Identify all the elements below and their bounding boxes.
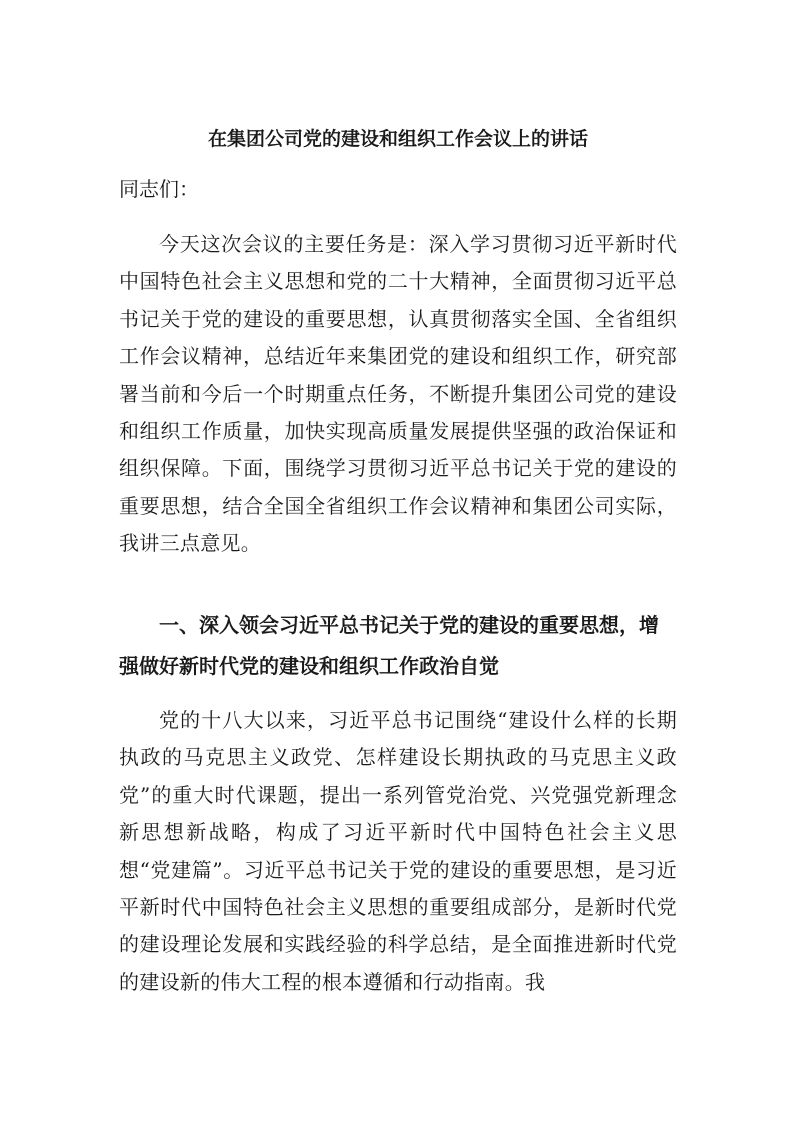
salutation: 同志们： (119, 177, 199, 201)
paragraph-1: 今天这次会议的主要任务是：深入学习贯彻习近平新时代中国特色社会主义思想和党的二十大精神，全面贯彻习近平总书记关于党的建设的重要思想，认真贯彻落实全国、全省组织工作会议精神，总结近年来集团党的建设和组织工作，研究部署当前和今后一个时期重点任务，不断提升集团公司党的建设和组织工作质量，加快实现高质量发展提供坚强的政治保证和组织保障。下面，围绕学习贯彻习近平总书记关于党的建设的重要思想，结合全国全省组织工作会议精神和集团公司实际，我讲三点意见。 (119, 232, 677, 556)
paragraph-2: 党的十八大以来，习近平总书记围绕“建设什么样的长期执政的马克思主义政党、怎样建设长期执政的马克思主义政党”的重大时代课题，提出一系列管党治党、兴党强党新理念新思想新战略，构成了习近平新时代中国特色社会主义思想“党建篇”。习近平总书记关于党的建设的重要思想，是习近平新时代中国特色社会主义思想的重要组成部分，是新时代党的建设理论发展和实践经验的科学总结，是全面推进新时代党的建设新的伟大工程的根本遵循和行动指南。我 (119, 708, 677, 994)
document-title: 在集团公司党的建设和组织工作会议上的讲话 (207, 128, 588, 150)
section-heading-1: 一、深入领会习近平总书记关于党的建设的重要思想，增强做好新时代党的建设和组织工作政治自觉 (119, 613, 659, 678)
